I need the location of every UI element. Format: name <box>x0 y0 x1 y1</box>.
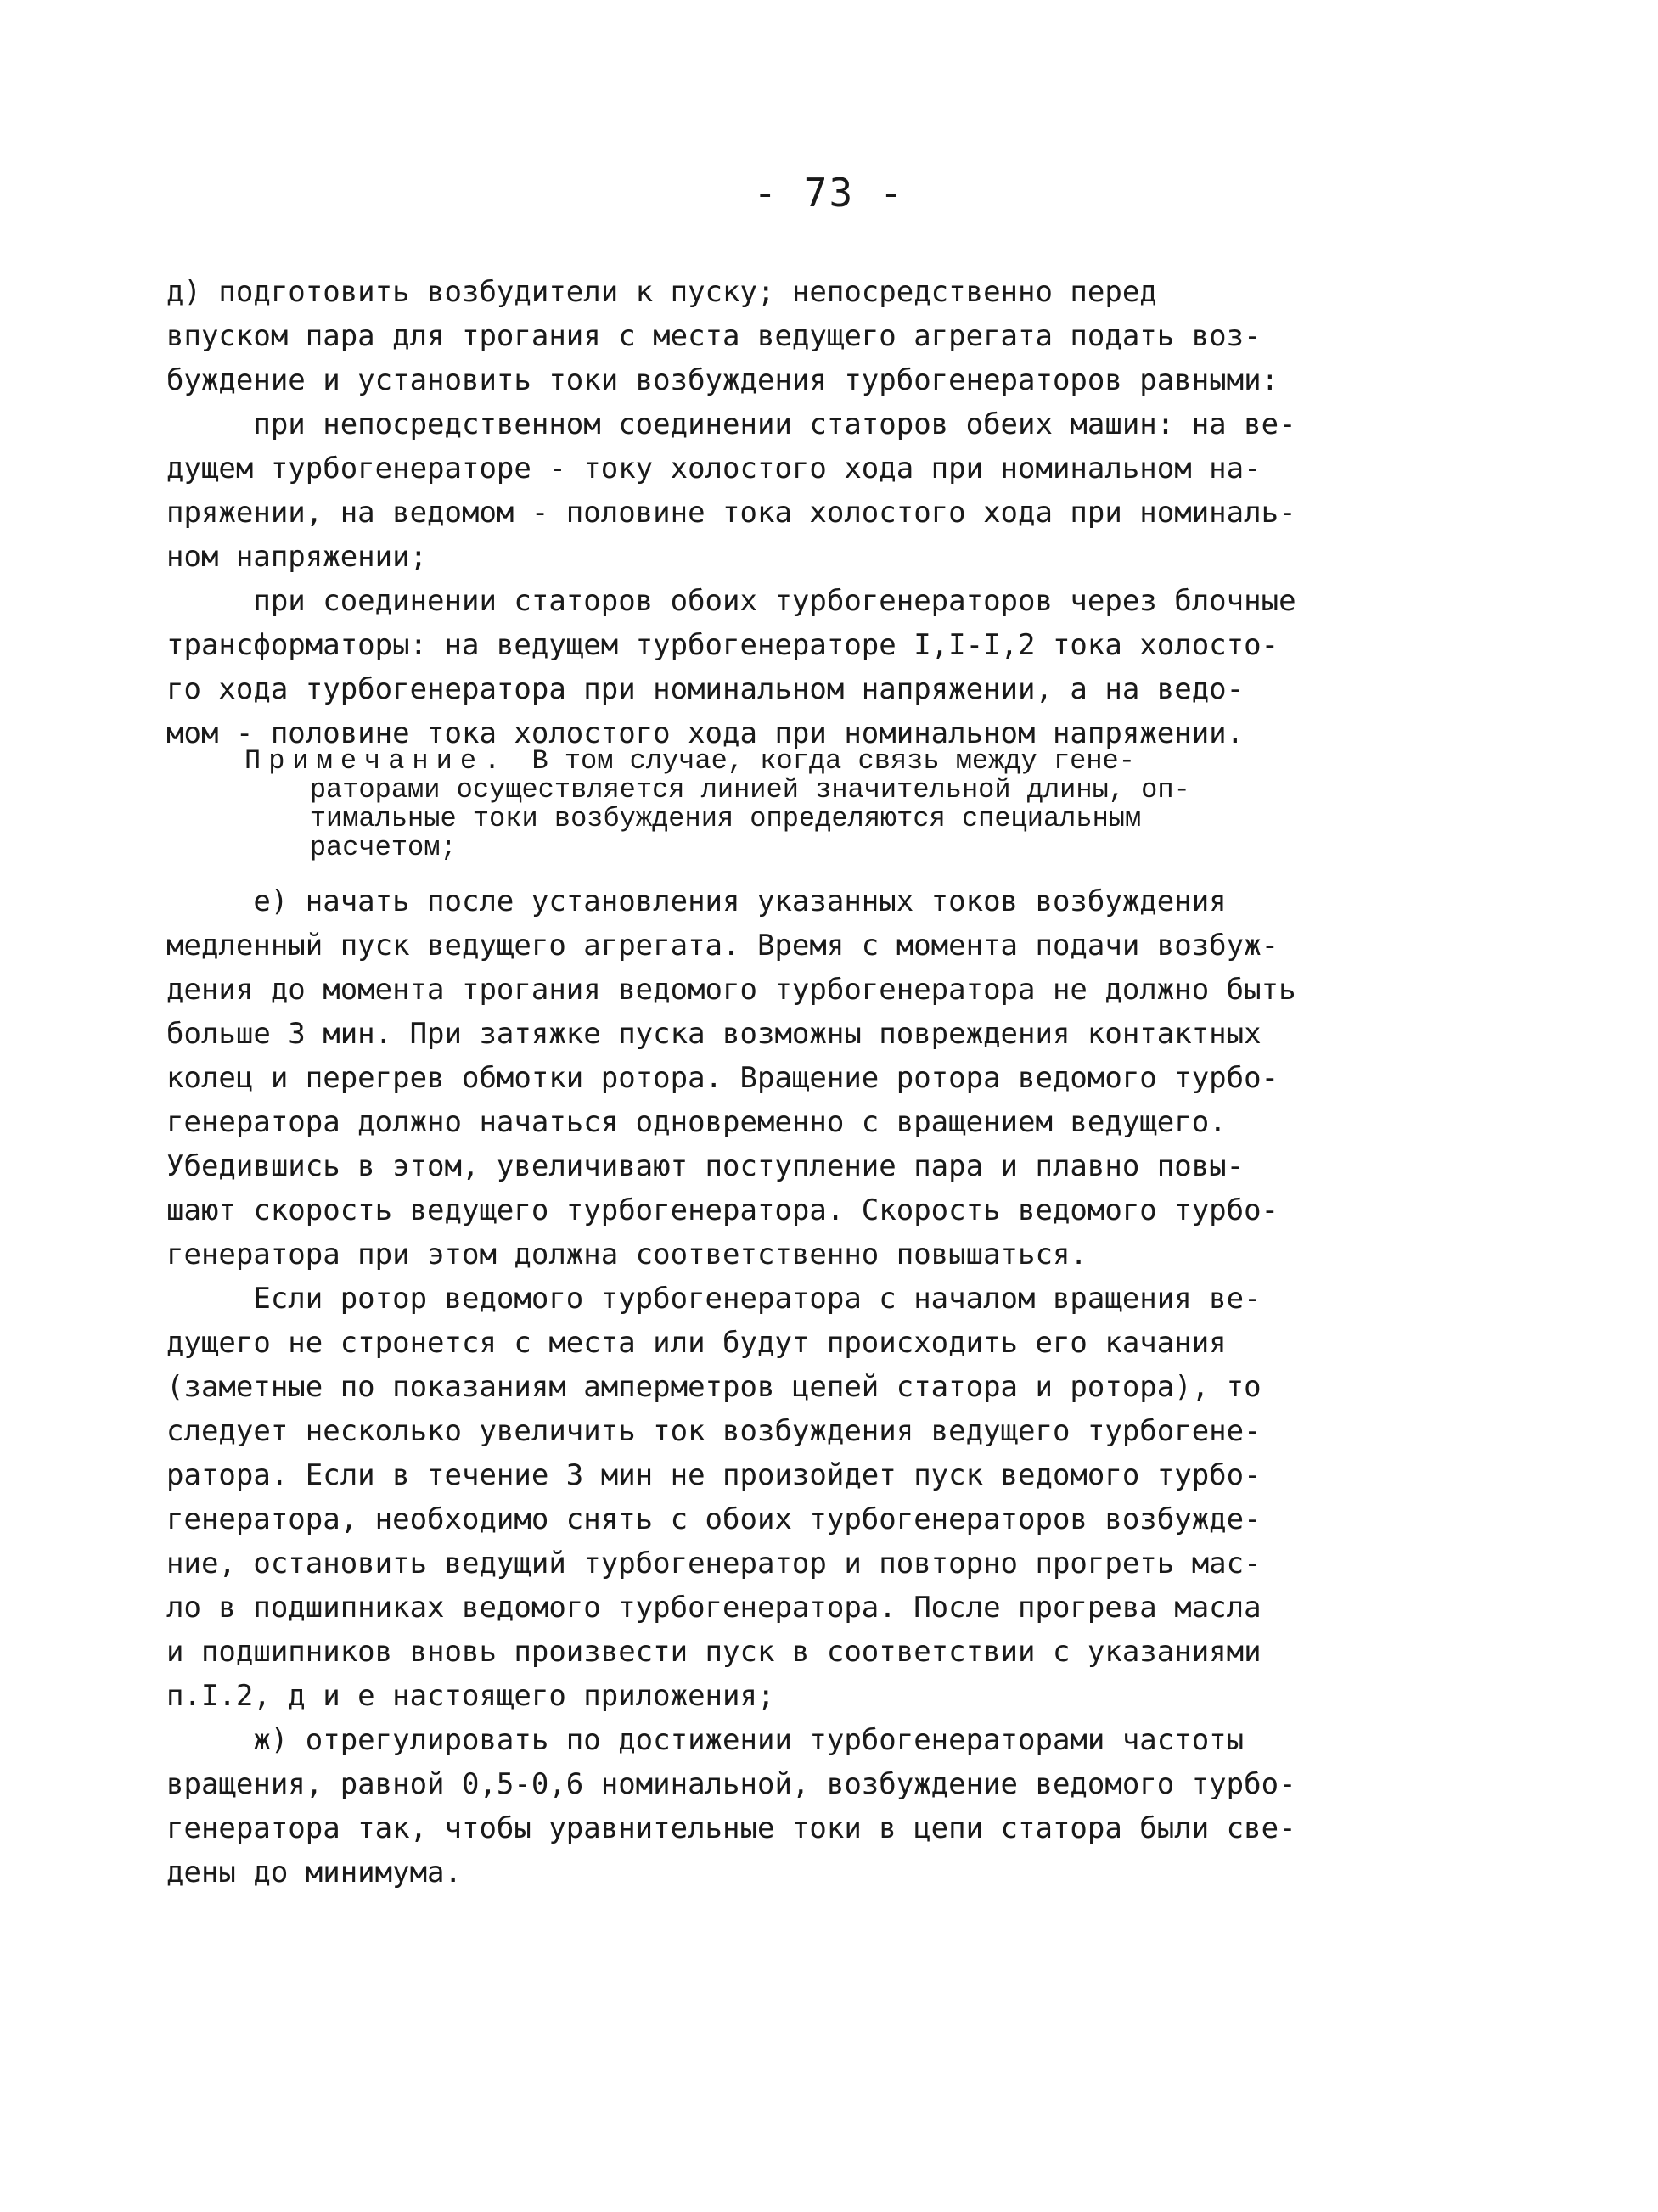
text-line: генератора так, чтобы уравнительные токи в цепи статора были све- <box>166 1811 1296 1845</box>
text-line: при соединении статоров обоих турбогенераторов через блочные <box>166 584 1296 618</box>
note-heading: Примечание. <box>244 745 532 777</box>
text-line: генератора, необходимо снять с обоих турбогенераторов возбужде- <box>166 1502 1262 1536</box>
note-line: тимальные токи возбуждения определяются специальным <box>244 803 1142 834</box>
text-line: при непосредственном соединении статоров обеих машин: на ве- <box>166 407 1296 441</box>
text-line: мом - половине тока холостого хода при номинальном напряжении. <box>166 716 1245 750</box>
text-line: дущем турбогенераторе - току холостого хода при номинальном на- <box>166 452 1262 486</box>
text-line: ло в подшипниках ведомого турбогенератора. После прогрева масла <box>166 1591 1262 1625</box>
text-line: буждение и установить токи возбуждения турбогенераторов равными: <box>166 363 1279 397</box>
text-line: ние, остановить ведущий турбогенератор и повторно прогреть мас- <box>166 1547 1262 1580</box>
text-line: дены до минимума. <box>166 1855 462 1889</box>
text-line: дения до момента трогания ведомого турбогенератора не должно быть <box>166 973 1296 1007</box>
text-line: дущего не стронется с места или будут происходить его качания <box>166 1326 1227 1360</box>
text-line: п.I.2, д и е настоящего приложения; <box>166 1679 775 1713</box>
note-text: В том случае, когда связь между гене- <box>531 745 1135 777</box>
note-first-line <box>244 747 1348 776</box>
text-line: генератора при этом должна соответственно повышаться. <box>166 1238 1088 1272</box>
text-line: вращения, равной 0,5-0,6 номинальной, возбуждение ведомого турбо- <box>166 1767 1296 1801</box>
text-line: Если ротор ведомого турбогенератора с началом вращения ве- <box>166 1282 1262 1316</box>
note-line: раторами осуществляется линией значительной длины, оп- <box>244 774 1190 806</box>
text-line: трансформаторы: на ведущем турбогенераторе I,I-I,2 тока холосто- <box>166 628 1279 662</box>
text-line: д) подготовить возбудители к пуску; непосредственно перед <box>166 275 1157 309</box>
text-line: ж) отрегулировать по достижении турбогенераторами частоты <box>166 1723 1245 1757</box>
text-line: впуском пара для трогания с места ведущего агрегата подать воз- <box>166 319 1262 353</box>
page-number: - 73 - <box>753 170 905 216</box>
text-line: шают скорость ведущего турбогенератора. Скорость ведомого турбо- <box>166 1193 1279 1227</box>
text-line: го хода турбогенератора при номинальном напряжении, а на ведо- <box>166 672 1245 706</box>
text-line: больше 3 мин. При затяжке пуска возможны повреждения контактных <box>166 1017 1262 1051</box>
text-line: пряжении, на ведомом - половине тока холостого хода при номиналь- <box>166 496 1296 530</box>
text-line: генератора должно начаться одновременно с вращением ведущего. <box>166 1105 1227 1139</box>
text-line: следует несколько увеличить ток возбуждения ведущего турбогене- <box>166 1414 1262 1448</box>
text-line: ратора. Если в течение 3 мин не произойдет пуск ведомого турбо- <box>166 1458 1262 1492</box>
paragraph-block-d <box>166 270 1338 755</box>
text-line: медленный пуск ведущего агрегата. Время с момента подачи возбуж- <box>166 929 1279 963</box>
text-line: и подшипников вновь произвести пуск в соответствии с указаниями <box>166 1635 1262 1669</box>
text-line: (заметные по показаниям амперметров цепей статора и ротора), то <box>166 1370 1262 1404</box>
note-line: расчетом; <box>244 832 457 863</box>
paragraph-block-e <box>166 879 1338 1895</box>
note-block <box>244 747 1348 862</box>
text-line: ном напряжении; <box>166 540 428 574</box>
text-line: е) начать после установления указанных токов возбуждения <box>166 884 1227 918</box>
text-line: Убедившись в этом, увеличивают поступление пара и плавно повы- <box>166 1149 1245 1183</box>
text-line: колец и перегрев обмотки ротора. Вращение ротора ведомого турбо- <box>166 1061 1279 1095</box>
